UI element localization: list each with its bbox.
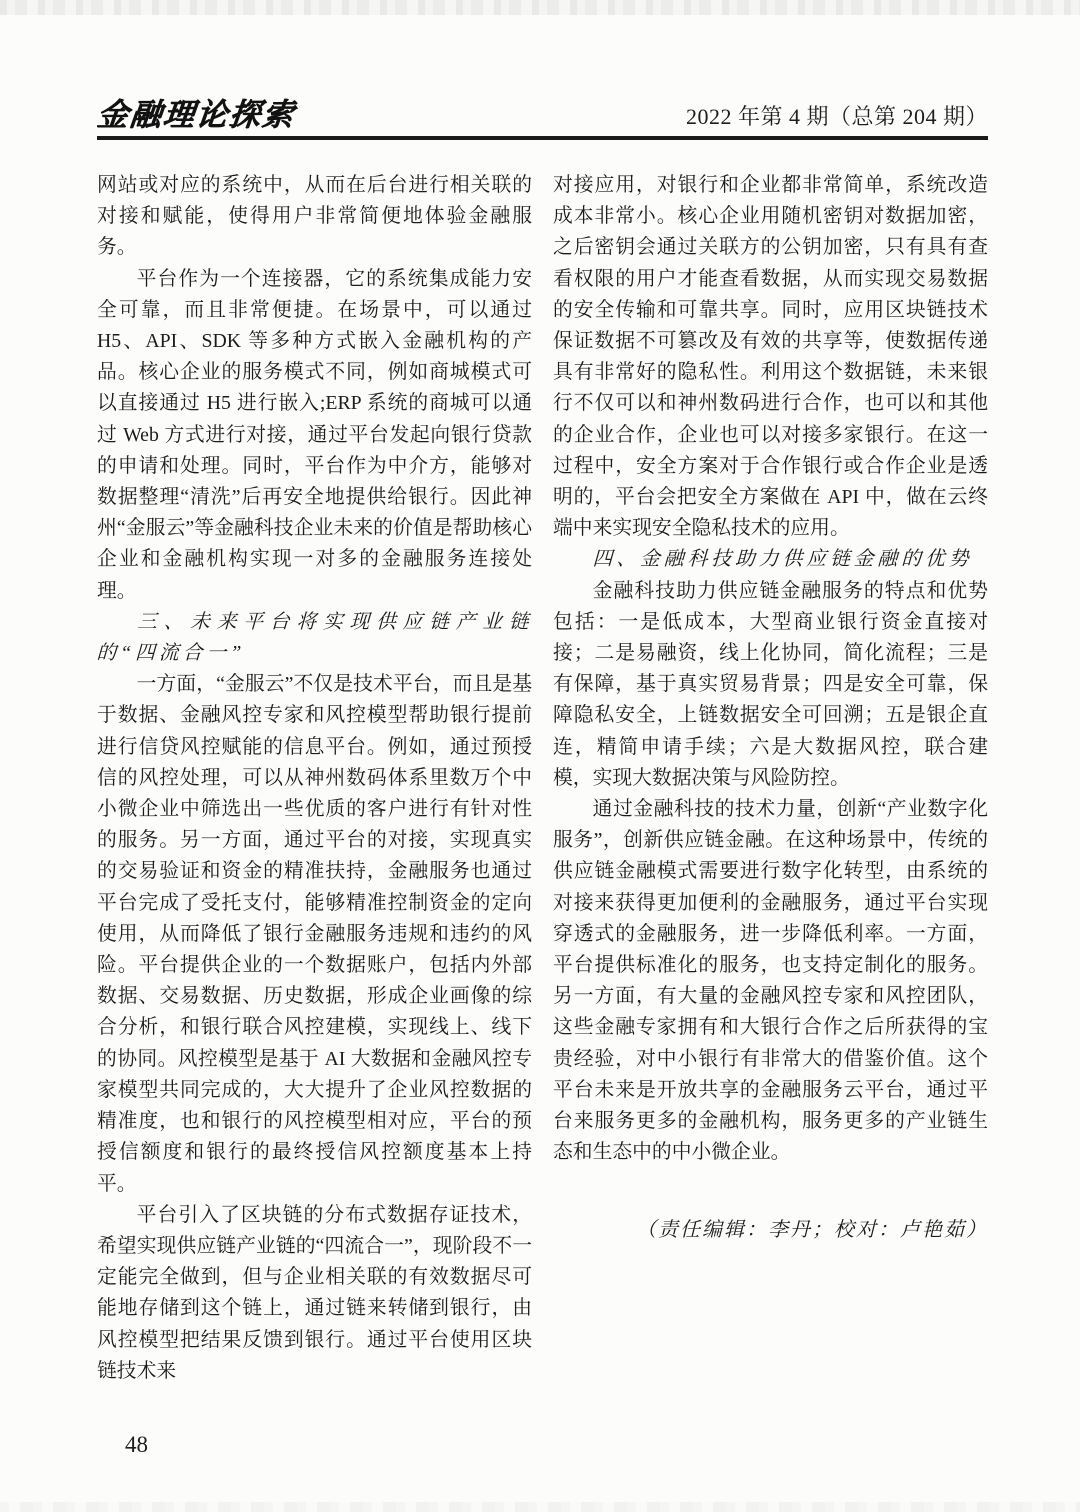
editor-note: （责任编辑：李丹；校对：卢艳茹） <box>636 1218 988 1241</box>
section-heading-4: 四、金融科技助力供应链金融的优势 <box>592 548 973 571</box>
paragraph: 金融科技助力供应链金融服务的特点和优势包括：一是低成本，大型商业银行资金直接对接；二是易融资，线上化协同，简化流程；三是有保障，基于真实贸易背景；四是安全可靠，保障隐私安全，上链数据安全可回溯；五是银企直连，精简申请手续；六是大数据风控，联合建模，实现大数据决策与风险防控。 <box>553 579 988 789</box>
paragraph: 平台引入了区块链的分布式数据存证技术，希望实现供应链产业链的“四流合一”，现阶段不一定能完全做到，但与企业相关联的有效数据尽可能地存储到这个链上，通过链来转储到银行，由风控模型把结果反馈到银行。通过平台使用区块链技术来 <box>97 1203 532 1382</box>
column-left <box>97 170 532 1387</box>
paragraph-continued: 网站或对应的系统中，从而在后台进行相关联的对接和赋能，使得用户非常简便地体验金融服务。 <box>97 174 532 259</box>
page-header <box>97 98 988 140</box>
paragraph: 一方面，“金服云”不仅是技术平台，而且是基于数据、金融风控专家和风控模型帮助银行提前进行信贷风控赋能的信息平台。例如，通过预授信的风控处理，可以从神州数码体系里数万个中小微企业中筛选出一些优质的客户进行有针对性的服务。另一方面，通过平台的对接，实现真实的交易验证和资金的精准扶持，金融服务也通过平台完成了受托支付，能够精准控制资金的定向使用，从而降低了银行金融服务违规和违约的风险。平台提供企业的一个数据账户，包括内外部数据、交易数据、历史数据，形成企业画像的综合分析，和银行联合风控建模，实现线上、线下的协同。风控模型是基于 AI 大数据和金融风控专家模型共同完成的，大大提升了企业风控数据的精准度，也和银行的风控模型相对应，平台的预授信额度和银行的最终授信风控额度基本上持平。 <box>97 673 532 1195</box>
section-heading-3: 三、未来平台将实现供应链产业链的“四流合一” <box>96 610 533 665</box>
issue-info: 2022 年第 4 期（总第 204 期） <box>685 104 988 129</box>
scan-edge-artifact-top <box>0 0 1080 15</box>
paragraph: 通过金融科技的技术力量，创新“产业数字化服务”，创新供应链金融。在这种场景中，传统的供应链金融模式需要进行数字化转型，由系统的对接来获得更加便利的金融服务，通过平台实现穿透式的金融服务，进一步降低利率。一方面，平台提供标准化的服务，也支持定制化的服务。另一方面，有大量的金融风控专家和风控团队，这些金融专家拥有和大银行合作之后所获得的宝贵经验，对中小银行有非常大的借鉴价值。这个平台未来是开放共享的金融服务云平台，通过平台来服务更多的金融机构，服务更多的产业链生态和生态中的中小微企业。 <box>553 798 988 1164</box>
paragraph-continued: 对接应用，对银行和企业都非常简单，系统改造成本非常小。核心企业用随机密钥对数据加密，之后密钥会通过关联方的公钥加密，只有具有查看权限的用户才能查看数据，从而实现交易数据的安全传输和可靠共享。同时，应用区块链技术保证数据不可篡改及有效的共享等，使数据传递具有非常好的隐私性。利用这个数据链，未来银行不仅可以和神州数码进行合作，也可以和其他的企业合作，企业也可以对接多家银行。在这一过程中，安全方案对于合作银行或合作企业是透明的，平台会把安全方案做在 API 中，做在云终端中来实现安全隐私技术的应用。 <box>553 174 988 540</box>
paragraph: 平台作为一个连接器，它的系统集成能力安全可靠，而且非常便捷。在场景中，可以通过 H5、API、SDK 等多种方式嵌入金融机构的产品。核心企业的服务模式不同，例如商城模式可以直接通过 H5 进行嵌入;ERP 系统的商城可以通过 Web 方式进行对接，通过平台发起向银行贷款的申请和处理。同时，平台作为中介方，能够对数据整理“清洗”后再安全地提供给银行。因此神州“金服云”等金融科技企业未来的价值是帮助核心企业和金融机构实现一对多的金融服务连接处理。 <box>97 267 532 602</box>
column-right <box>553 170 988 1387</box>
page-number: 48 <box>125 1432 148 1457</box>
journal-logo: 金融理论探索 <box>95 97 297 132</box>
scan-edge-artifact-bottom <box>0 1502 1080 1512</box>
article-body <box>97 170 988 1387</box>
